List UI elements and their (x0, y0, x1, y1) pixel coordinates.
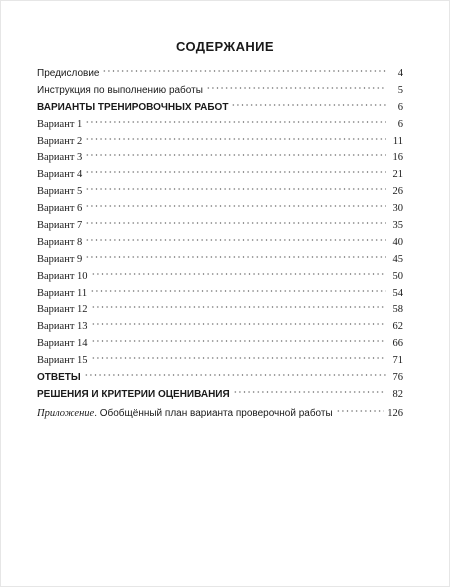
toc-entry-training-variants[interactable] (37, 100, 403, 117)
toc-entry-page: 45 (392, 253, 403, 265)
dot-leader (233, 390, 386, 394)
toc-entry-variant-3[interactable] (37, 150, 403, 167)
toc-entry-label: Вариант 9 (37, 253, 83, 265)
dot-leader (85, 204, 386, 208)
toc-entry-label: Вариант 10 (37, 270, 88, 282)
toc-entry-label: ОТВЕТЫ (37, 372, 81, 384)
toc-entry-label: РЕШЕНИЯ И КРИТЕРИИ ОЦЕНИВАНИЯ (37, 388, 230, 400)
toc-entry-label: Предисловие (37, 68, 100, 79)
dot-leader (102, 69, 386, 73)
dot-leader (85, 221, 386, 225)
toc-entry-label: Вариант 8 (37, 236, 83, 248)
toc-entry-variant-2[interactable] (37, 134, 403, 151)
toc-entry-page: 66 (392, 338, 403, 350)
toc-entry-page: 16 (392, 152, 403, 164)
toc-entry-label: Вариант 2 (37, 135, 83, 147)
toc-entry-variant-13[interactable] (37, 319, 403, 336)
toc-entry-label: Вариант 5 (37, 186, 83, 198)
dot-leader (85, 153, 386, 157)
toc-entry-variant-11[interactable] (37, 286, 403, 303)
toc-entry-page: 58 (392, 304, 403, 316)
toc-entry-page: 54 (392, 287, 403, 299)
toc-entry-label: Вариант 11 (37, 287, 88, 299)
toc-entry-page: 26 (392, 186, 403, 198)
toc-entry-page: 62 (392, 321, 403, 333)
toc-entry-label: Вариант 7 (37, 220, 83, 232)
dot-leader (85, 170, 386, 174)
toc-entry-variant-6[interactable] (37, 201, 403, 218)
dot-leader (85, 255, 386, 259)
toc-entry-page: 40 (392, 236, 403, 248)
dot-leader (91, 339, 386, 343)
dot-leader (91, 305, 386, 309)
toc-entry-label: Вариант 13 (37, 321, 88, 333)
toc-entry-label: Вариант 1 (37, 118, 83, 130)
toc-entry-label: ВАРИАНТЫ ТРЕНИРОВОЧНЫХ РАБОТ (37, 101, 229, 113)
toc-entry-appendix[interactable] (37, 404, 403, 421)
toc-entry-variant-4[interactable] (37, 167, 403, 184)
toc-entry-variant-9[interactable] (37, 252, 403, 269)
toc-entry-page: 6 (397, 118, 403, 130)
toc-entry-preface[interactable] (37, 66, 403, 83)
toc-entry-variant-5[interactable] (37, 184, 403, 201)
toc-entry-label: Вариант 4 (37, 169, 83, 181)
toc-entry-page: 76 (392, 372, 403, 384)
toc-entry-label: Вариант 3 (37, 152, 83, 164)
toc-entry-variant-15[interactable] (37, 353, 403, 370)
toc-entry-page: 6 (397, 101, 403, 113)
dot-leader (85, 137, 386, 141)
toc-entry-variant-7[interactable] (37, 218, 403, 235)
toc-entry-variant-10[interactable] (37, 269, 403, 286)
toc-title: СОДЕРЖАНИЕ (176, 39, 274, 54)
dot-leader (91, 356, 386, 360)
toc-entry-label: Вариант 15 (37, 355, 88, 367)
toc-entry-solutions[interactable] (37, 387, 403, 404)
appendix-italic-word: Приложение (37, 407, 95, 419)
toc-entry-label: Инструкция по выполнению работы (37, 84, 203, 96)
toc-entry-page: 82 (392, 388, 403, 400)
toc-entry-variant-8[interactable] (37, 235, 403, 252)
toc-entry-page: 30 (392, 203, 403, 215)
dot-leader (336, 409, 385, 413)
dot-leader (85, 120, 386, 124)
dot-leader (91, 272, 386, 276)
dot-leader (90, 289, 386, 293)
dot-leader (84, 373, 386, 377)
dot-leader (91, 322, 386, 326)
toc-entry-page: 5 (397, 84, 403, 96)
toc-entry-variant-14[interactable] (37, 336, 403, 353)
toc-entry-page: 35 (392, 220, 403, 232)
toc-entry-variant-1[interactable] (37, 117, 403, 134)
dot-leader (206, 86, 386, 90)
toc-entry-page: 21 (392, 169, 403, 181)
table-of-contents (37, 66, 403, 421)
toc-entry-page: 71 (392, 355, 403, 367)
dot-leader (85, 187, 386, 191)
toc-entry-label (37, 404, 333, 423)
toc-entry-label: Вариант 12 (37, 304, 88, 316)
toc-entry-answers[interactable] (37, 370, 403, 387)
toc-entry-page: 126 (387, 407, 403, 419)
toc-entry-instructions[interactable] (37, 83, 403, 100)
dot-leader (85, 238, 386, 242)
toc-entry-label: Вариант 14 (37, 338, 88, 350)
appendix-title: . Обобщённый план варианта проверочной работы (94, 407, 333, 419)
toc-entry-variant-12[interactable] (37, 302, 403, 319)
toc-entry-label: Вариант 6 (37, 203, 83, 215)
toc-entry-page: 4 (397, 68, 403, 79)
toc-entry-page: 11 (392, 135, 403, 147)
dot-leader (231, 103, 386, 107)
toc-entry-page: 50 (392, 270, 403, 282)
